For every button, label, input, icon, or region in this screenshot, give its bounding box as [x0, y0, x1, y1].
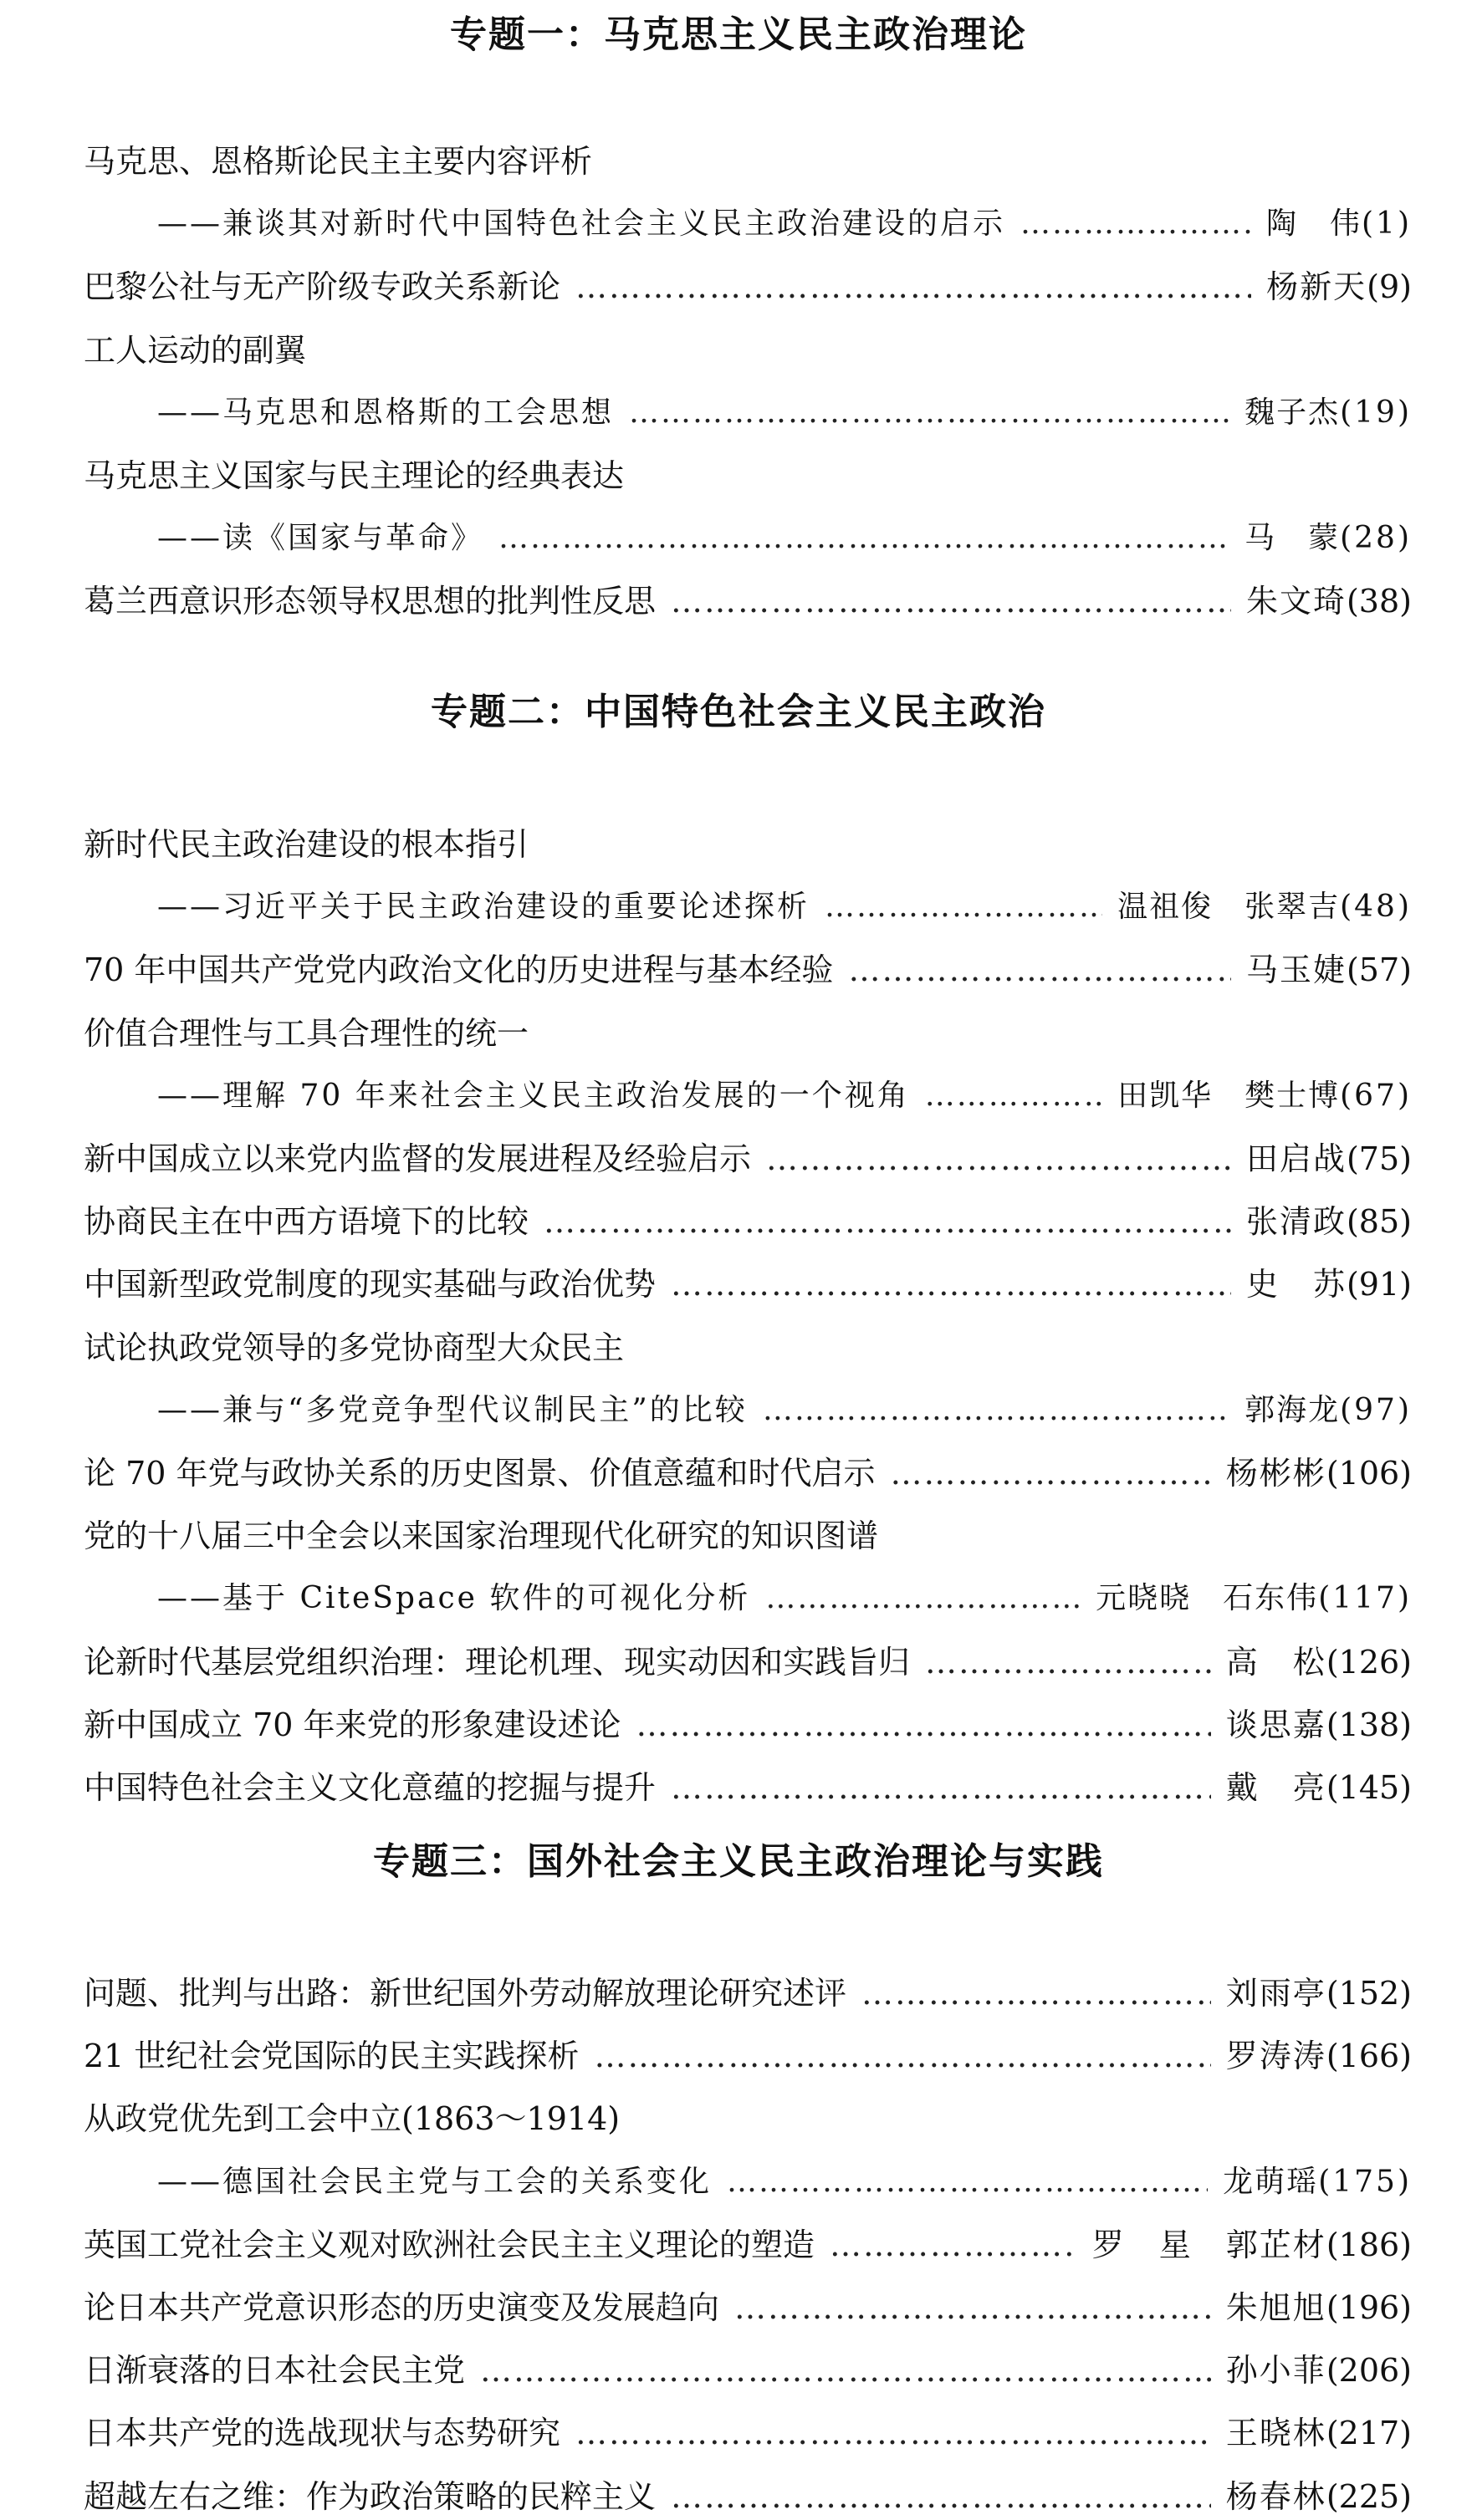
entry-title[interactable]: 新时代民主政治建设的根本指引	[84, 826, 529, 863]
entry-authors: 温祖俊 张翠吉	[1117, 890, 1341, 924]
entry-authors: 田启战	[1245, 1140, 1347, 1177]
entry-page-number: (206)	[1326, 2352, 1412, 2389]
entry-authors: 史 苏	[1245, 1266, 1347, 1303]
entry-page-number: (126)	[1326, 1644, 1412, 1681]
entry-page-number: (67)	[1340, 1079, 1412, 1113]
entry-page-number: (145)	[1326, 1769, 1412, 1806]
entry-title[interactable]: 试论执政党领导的多党协商型大众民主	[84, 1329, 625, 1366]
entry-title[interactable]: 价值合理性与工具合理性的统一	[84, 1015, 529, 1052]
leader-dots	[825, 884, 1102, 931]
leader-dots	[636, 1701, 1211, 1748]
leader-dots	[1020, 201, 1251, 247]
entry-authors: 孙小菲	[1225, 2352, 1326, 2389]
toc-entry-subtitle-line[interactable]	[157, 1073, 1412, 1120]
entry-authors: 朱文琦	[1245, 583, 1347, 620]
toc-entry[interactable]	[84, 578, 1412, 625]
section-heading: 专题一：马克思主义民主政治理论	[450, 13, 1027, 56]
entry-subtitle: ——基于 CiteSpace 软件的可视化分析	[157, 1581, 751, 1615]
entry-title[interactable]: 中国特色社会主义文化意蕴的挖掘与提升	[84, 1769, 657, 1806]
leader-dots	[671, 578, 1231, 625]
leader-dots	[594, 2033, 1210, 2079]
entry-title[interactable]: 70 年中国共产党党内政治文化的历史进程与基本经验	[84, 951, 834, 988]
entry-title[interactable]: 问题、批判与出路：新世纪国外劳动解放理论研究述评	[84, 1975, 847, 2012]
toc-entry[interactable]	[84, 1198, 1412, 1245]
entry-title[interactable]: 超越左右之维：作为政治策略的民粹主义	[84, 2478, 657, 2515]
toc-entry-subtitle-line[interactable]	[157, 884, 1412, 931]
entry-title[interactable]: 新中国成立 70 年来党的形象建设述论	[84, 1706, 621, 1743]
entry-title[interactable]: 葛兰西意识形态领导权思想的批判性反思	[84, 583, 657, 620]
entry-page-number: (152)	[1326, 1975, 1412, 2012]
leader-dots	[765, 1575, 1081, 1622]
entry-page-number: (57)	[1346, 951, 1412, 988]
entry-authors: 杨彬彬	[1225, 1455, 1326, 1492]
entry-authors: 刘雨亭	[1225, 1975, 1326, 2012]
leader-dots	[925, 1639, 1211, 1686]
leader-dots	[671, 2473, 1211, 2520]
entry-title[interactable]: 日本共产党的选战现状与态势研究	[84, 2415, 561, 2451]
entry-authors: 罗涛涛	[1225, 2038, 1326, 2074]
entry-authors: 魏子杰	[1244, 395, 1341, 430]
entry-title[interactable]: 协商民主在中西方语境下的比较	[84, 1203, 529, 1240]
leader-dots	[498, 515, 1229, 562]
toc-entry[interactable]	[84, 1450, 1412, 1497]
entry-authors: 谈思嘉	[1225, 1706, 1326, 1743]
entry-page-number: (91)	[1346, 1266, 1412, 1303]
toc-entry[interactable]	[84, 1261, 1412, 1308]
entry-page-number: (85)	[1346, 1203, 1412, 1240]
leader-dots	[544, 1198, 1231, 1245]
entry-authors: 罗 星 郭芷材	[1091, 2227, 1326, 2263]
entry-authors: 杨新天	[1266, 268, 1367, 305]
entry-page-number: (38)	[1346, 583, 1412, 620]
entry-page-number: (19)	[1340, 395, 1412, 430]
section-heading: 专题二：中国特色社会主义民主政治	[431, 691, 1046, 733]
entry-page-number: (217)	[1326, 2415, 1412, 2451]
entry-authors: 张清政	[1245, 1203, 1347, 1240]
entry-subtitle: ——兼与“多党竞争型代议制民主”的比较	[157, 1393, 748, 1427]
entry-page-number: (75)	[1346, 1140, 1412, 1177]
entry-title[interactable]: 论日本共产党意识形态的历史演变及发展趋向	[84, 2289, 720, 2326]
entry-page-number: (9)	[1367, 268, 1412, 305]
toc-entry[interactable]	[84, 1513, 1412, 1559]
toc-entry[interactable]	[84, 1970, 1412, 2017]
entry-title[interactable]: 日渐衰落的日本社会民主党	[84, 2352, 466, 2389]
toc-entry[interactable]	[84, 327, 1412, 374]
leader-dots	[861, 1970, 1211, 2017]
entry-authors: 戴 亮	[1225, 1769, 1326, 1806]
entry-subtitle: ——习近平关于民主政治建设的重要论述探析	[157, 890, 810, 924]
entry-title[interactable]: 英国工党社会主义观对欧洲社会民主主义理论的塑造	[84, 2227, 815, 2263]
leader-dots	[727, 2159, 1208, 2206]
entry-page-number: (28)	[1340, 521, 1412, 555]
toc-entry[interactable]	[84, 1135, 1412, 1182]
leader-dots	[575, 263, 1251, 310]
toc-entry[interactable]	[84, 1639, 1412, 1686]
entry-title[interactable]: 21 世纪社会党国际的民主实践探析	[84, 2038, 580, 2074]
entry-title[interactable]: 中国新型政党制度的现实基础与政治优势	[84, 1266, 657, 1303]
entry-title[interactable]: 党的十八届三中全会以来国家治理现代化研究的知识图谱	[84, 1518, 879, 1554]
entry-page-number: (48)	[1340, 890, 1412, 924]
entry-page-number: (1)	[1362, 207, 1412, 241]
entry-title[interactable]: 新中国成立以来党内监督的发展进程及经验启示	[84, 1140, 752, 1177]
leader-dots	[629, 390, 1229, 436]
entry-page-number: (166)	[1326, 2038, 1412, 2074]
entry-title[interactable]: 马克思、恩格斯论民主主要内容评析	[84, 143, 593, 180]
entry-page-number: (175)	[1318, 2165, 1412, 2199]
entry-page-number: (97)	[1340, 1393, 1412, 1427]
toc-entry[interactable]	[84, 2095, 1412, 2142]
entry-page-number: (117)	[1318, 1581, 1412, 1615]
leader-dots	[575, 2410, 1211, 2456]
entry-title[interactable]: 论 70 年党与政协关系的历史图景、价值意蕴和时代启示	[84, 1455, 876, 1492]
entry-page-number: (196)	[1326, 2289, 1412, 2326]
entry-title[interactable]: 巴黎公社与无产阶级专政关系新论	[84, 268, 561, 305]
entry-authors: 王晓林	[1225, 2415, 1326, 2451]
entry-title[interactable]: 工人运动的副翼	[84, 332, 307, 369]
toc-entry-subtitle-line[interactable]	[157, 1387, 1412, 1434]
entry-authors: 元晓晓 石东伟	[1096, 1581, 1319, 1615]
entry-subtitle: ——读《国家与革命》	[157, 521, 484, 555]
leader-dots	[671, 1764, 1211, 1811]
leader-dots	[763, 1387, 1229, 1434]
entry-authors: 田凯华 樊士博	[1117, 1079, 1341, 1113]
leader-dots	[671, 1261, 1231, 1308]
toc-entry[interactable]	[84, 138, 1412, 185]
toc-entry-subtitle-line[interactable]	[157, 1575, 1412, 1622]
leader-dots	[925, 1073, 1102, 1120]
toc-entry[interactable]	[84, 2473, 1412, 2520]
entry-authors: 朱旭旭	[1225, 2289, 1326, 2326]
entry-subtitle: ——理解 70 年来社会主义民主政治发展的一个视角	[157, 1079, 910, 1113]
leader-dots	[734, 2284, 1211, 2331]
entry-authors: 马 蒙	[1244, 521, 1341, 555]
entry-page-number: (186)	[1326, 2227, 1412, 2263]
section-heading: 专题三：国外社会主义民主政治理论与实践	[373, 1840, 1104, 1883]
entry-title[interactable]: 马克思主义国家与民主理论的经典表达	[84, 457, 625, 494]
toc-entry-subtitle-line[interactable]	[157, 515, 1412, 562]
toc-entry[interactable]	[84, 452, 1412, 499]
leader-dots	[480, 2347, 1211, 2394]
entry-subtitle: ——兼谈其对新时代中国特色社会主义民主政治建设的启示	[157, 207, 1006, 241]
toc-entry[interactable]	[84, 2033, 1412, 2079]
toc-entry-subtitle-line[interactable]	[157, 2159, 1412, 2206]
toc-entry[interactable]	[84, 2410, 1412, 2456]
toc-entry[interactable]	[84, 2222, 1412, 2268]
leader-dots	[891, 1450, 1211, 1497]
leader-dots	[848, 946, 1231, 993]
toc-entry-subtitle-line[interactable]	[157, 201, 1412, 247]
entry-authors: 郭海龙	[1244, 1393, 1341, 1427]
toc-entry[interactable]	[84, 1010, 1412, 1057]
toc-entry-subtitle-line[interactable]	[157, 390, 1412, 436]
entry-page-number: (106)	[1326, 1455, 1412, 1492]
entry-title[interactable]: 论新时代基层党组织治理：理论机理、现实动因和实践旨归	[84, 1644, 911, 1681]
toc-entry[interactable]	[84, 1701, 1412, 1748]
entry-title[interactable]: 从政党优先到工会中立(1863～1914)	[84, 2100, 621, 2137]
toc-entry[interactable]	[84, 2284, 1412, 2331]
toc-entry[interactable]	[84, 263, 1412, 310]
entry-subtitle: ——马克思和恩格斯的工会思想	[157, 395, 615, 430]
entry-authors: 龙萌瑶	[1223, 2165, 1319, 2199]
entry-authors: 马玉婕	[1245, 951, 1347, 988]
entry-authors: 陶 伟	[1265, 207, 1362, 241]
leader-dots	[830, 2222, 1077, 2268]
toc-entry[interactable]	[84, 2347, 1412, 2394]
entry-authors: 高 松	[1225, 1644, 1326, 1681]
toc-entry[interactable]	[84, 946, 1412, 993]
leader-dots	[766, 1135, 1231, 1182]
entry-subtitle: ——德国社会民主党与工会的关系变化	[157, 2165, 713, 2199]
entry-page-number: (138)	[1326, 1706, 1412, 1743]
entry-authors: 杨春林	[1225, 2478, 1326, 2515]
toc-entry[interactable]	[84, 1764, 1412, 1811]
toc-entry[interactable]	[84, 1324, 1412, 1371]
entry-page-number: (225)	[1326, 2478, 1412, 2515]
toc-entry[interactable]	[84, 821, 1412, 868]
